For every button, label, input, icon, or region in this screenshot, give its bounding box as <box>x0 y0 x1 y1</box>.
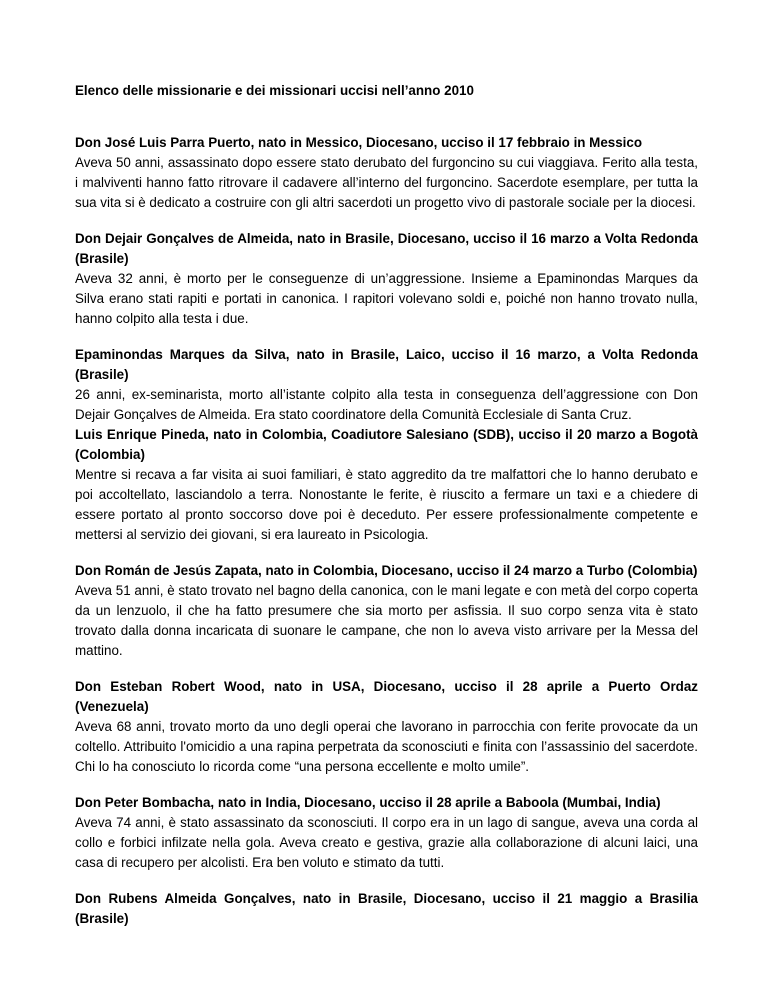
list-item <box>75 425 698 545</box>
entry-body: Aveva 50 anni, assassinato dopo essere stato derubato del furgoncino su cui viaggiava. Ferito alla testa, i malviventi hanno fatto ritrovare il cadavere all’interno del furgoncino. Sacerdote esemplare, per tutta la sua vita si è dedicato a costruire con gli altri sacerdoti un progetto vivo di pastorale sociale per la diocesi. <box>75 155 698 210</box>
entry-heading: Don Román de Jesús Zapata, nato in Colombia, Diocesano, ucciso il 24 marzo a Turbo (Colombia) <box>75 563 698 578</box>
list-item <box>75 345 698 425</box>
entry-heading: Epaminondas Marques da Silva, nato in Brasile, Laico, ucciso il 16 marzo, a Volta Redonda (Brasile) <box>75 347 698 382</box>
entry-heading: Luis Enrique Pineda, nato in Colombia, Coadiutore Salesiano (SDB), ucciso il 20 marzo a Bogotà (Colombia) <box>75 427 698 462</box>
entry-heading: Don José Luis Parra Puerto, nato in Messico, Diocesano, ucciso il 17 febbraio in Messico <box>75 135 643 150</box>
entry-heading: Don Esteban Robert Wood, nato in USA, Diocesano, ucciso il 28 aprile a Puerto Ordaz (Venezuela) <box>75 679 698 714</box>
list-item <box>75 133 698 213</box>
entry-body: Aveva 68 anni, trovato morto da uno degli operai che lavorano in parrocchia con ferite provocate da un coltello. Attribuito l'omicidio a una rapina perpetrata da sconosciuti e finita con l’assassinio del sacerdote. Chi lo ha conosciuto lo ricorda come “una persona eccellente e molto umile”. <box>75 719 698 774</box>
list-item <box>75 793 698 873</box>
list-item <box>75 889 698 929</box>
entry-heading: Don Rubens Almeida Gonçalves, nato in Brasile, Diocesano, ucciso il 21 maggio a Brasilia (Brasile) <box>75 891 698 926</box>
entry-body: 26 anni, ex-seminarista, morto all’istante colpito alla testa in conseguenza dell’aggressione con Don Dejair Gonçalves de Almeida. Era stato coordinatore della Comunità Ecclesiale di Santa Cruz. <box>75 387 698 422</box>
missionary-list <box>75 133 698 945</box>
entry-body: Aveva 32 anni, è morto per le conseguenze di un’aggressione. Insieme a Epaminondas Marques da Silva erano stati rapiti e portati in canonica. I rapitori volevano soldi e, poiché non hanno trovato nulla, hanno colpito alla testa i due. <box>75 271 698 326</box>
entry-body: Mentre si recava a far visita ai suoi familiari, è stato aggredito da tre malfattori che lo hanno derubato e poi accoltellato, lasciandolo a terra. Nonostante le ferite, è riuscito a fermare un taxi e a chiedere di essere portato al pronto soccorso dove poi è deceduto. Per essere professionalmente competente e mettersi al servizio dei giovani, si era laureato in Psicologia. <box>75 467 698 542</box>
list-item <box>75 677 698 777</box>
entry-body: Aveva 74 anni, è stato assassinato da sconosciuti. Il corpo era in un lago di sangue, aveva una corda al collo e forbici infilzate nella gola. Aveva creato e gestiva, grazie alla collaborazione di alcuni laici, una casa di recupero per alcolisti. Era ben voluto e stimato da tutti. <box>75 815 698 870</box>
list-item <box>75 561 698 661</box>
entry-body: Aveva 51 anni, è stato trovato nel bagno della canonica, con le mani legate e con metà del corpo coperta da un lenzuolo, il che ha fatto presumere che sia morto per asfissia. Il suo corpo senza vita è stato trovato dalla donna incaricata di suonare le campane, che non lo aveva visto arrivare per la Messa del mattino. <box>75 583 698 658</box>
list-item <box>75 229 698 329</box>
entry-heading: Don Peter Bombacha, nato in India, Diocesano, ucciso il 28 aprile a Baboola (Mumbai, India) <box>75 795 661 810</box>
document-title: Elenco delle missionarie e dei missionari uccisi nell’anno 2010 <box>75 83 474 98</box>
entry-heading: Don Dejair Gonçalves de Almeida, nato in Brasile, Diocesano, ucciso il 16 marzo a Volta Redonda (Brasile) <box>75 231 698 266</box>
